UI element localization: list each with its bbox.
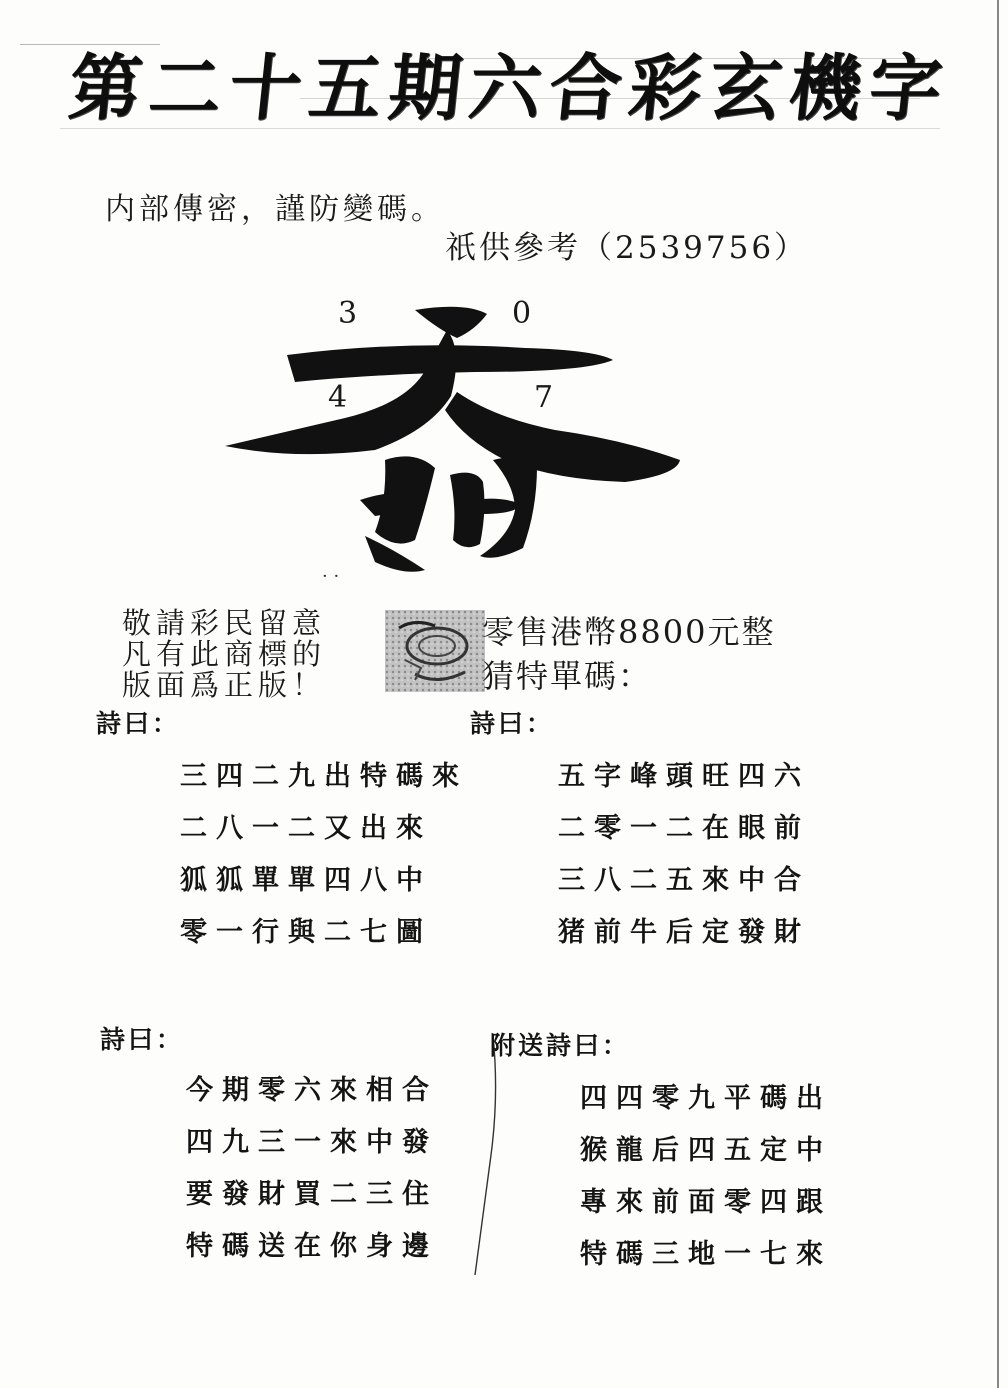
poem-heading: 詩曰： xyxy=(96,709,181,738)
notice-block xyxy=(122,608,326,701)
poem-heading: 詩曰： xyxy=(100,1025,185,1054)
poem-line: 三八二五來中合 xyxy=(558,865,810,896)
poem-line: 五字峰頭旺四六 xyxy=(558,761,810,792)
poem-line: 四九三一來中發 xyxy=(186,1127,438,1158)
poem-line: 特碼送在你身邊 xyxy=(186,1231,438,1262)
poem-line: 專來前面零四跟 xyxy=(580,1187,832,1218)
puzzle-number-1: 3 xyxy=(338,296,358,331)
page-title: 第二十五期六合彩玄機字 xyxy=(64,45,954,130)
guess-line: 猜特單碼： xyxy=(482,657,653,695)
poem-line: 特碼三地一七來 xyxy=(580,1239,832,1270)
poem-line: 三四二九出特碼來 xyxy=(180,761,468,792)
poem-line: 今期零六來相合 xyxy=(186,1075,438,1106)
poem-line: 猪前牛后定發財 xyxy=(558,917,810,948)
poem-line: 二零一二在眼前 xyxy=(558,813,810,844)
subtitle: 内部傳密，謹防變碼。 xyxy=(105,192,445,227)
notice-line: 敬請彩民留意 xyxy=(122,606,327,640)
poem-line: 零一行與二七圖 xyxy=(180,917,432,948)
puzzle-number-2: 0 xyxy=(512,296,532,331)
puzzle-number-3: 4 xyxy=(328,380,348,415)
poem-line: 四四零九平碼出 xyxy=(580,1083,832,1114)
divider-line xyxy=(455,1035,515,1275)
trademark-logo-icon xyxy=(385,610,485,692)
poem-line: 狐狐單單四八中 xyxy=(180,865,432,896)
notice-line: 凡有此商標的 xyxy=(122,637,327,671)
poem-line: 二八一二又出來 xyxy=(180,813,432,844)
price-line: 零售港幣8800元整 xyxy=(482,613,776,651)
notice-line: 版面爲正版！ xyxy=(122,668,327,702)
scan-edge xyxy=(997,0,999,1388)
poem-line: 猴龍后四五定中 xyxy=(580,1135,832,1166)
reference-note: 祇供參考（2539756） xyxy=(445,230,809,266)
scan-dots: · · xyxy=(322,566,340,587)
poem-line: 要發財買二三住 xyxy=(186,1179,438,1210)
puzzle-number-4: 7 xyxy=(534,380,554,415)
brush-calligraphy-character-icon xyxy=(225,300,685,580)
poem-heading: 附送詩曰： xyxy=(490,1031,631,1060)
poem-heading: 詩曰： xyxy=(470,709,555,738)
price-block xyxy=(482,610,775,698)
